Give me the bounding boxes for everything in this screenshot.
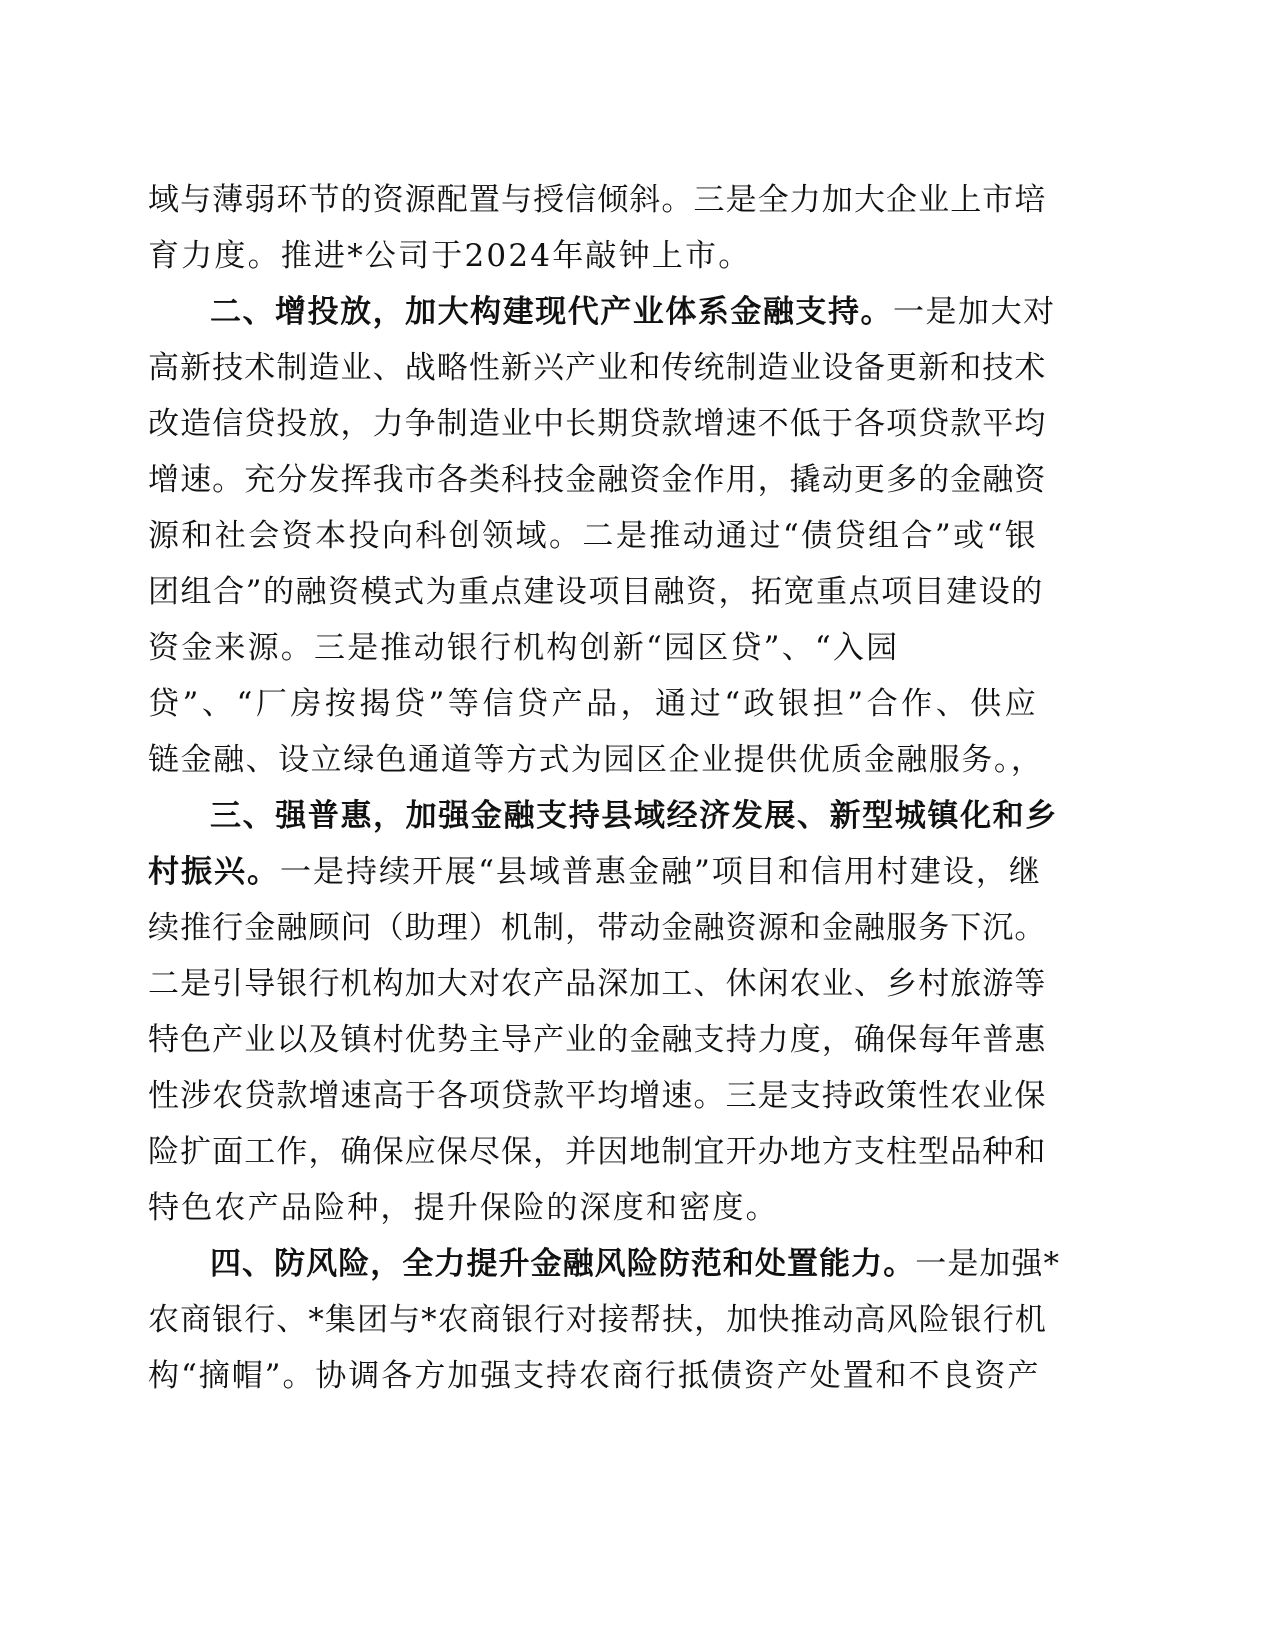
- line-text: 一是持续开展“县域普惠金融”项目和信用村建设，继: [280, 854, 1042, 890]
- line-text: 一是加大对: [893, 294, 1056, 330]
- body-line: [148, 1132, 1047, 1172]
- line-text: 特色产业以及镇村优势主导产业的金融支持力度，确保每年普惠: [148, 1022, 1047, 1058]
- line-text: 农商银行、*集团与*农商银行对接帮扶，加快推动高风险银行机: [148, 1302, 1047, 1338]
- line-text: 团组合”的融资模式为重点建设项目融资，拓宽重点项目建设的: [148, 574, 1044, 610]
- body-line: [148, 516, 1038, 556]
- body-line: [148, 180, 1047, 220]
- section-heading-line: [210, 1244, 1061, 1284]
- line-text: 贷”、“厂房按揭贷”等信贷产品，通过“政银担”合作、供应: [148, 686, 1038, 722]
- line-text: 构“摘帽”。协调各方加强支持农商行抵债资产处置和不良资产: [148, 1358, 1041, 1394]
- section-heading: 村振兴。: [148, 854, 281, 890]
- body-line: [148, 572, 1044, 612]
- body-line: [148, 236, 1038, 276]
- section-heading-line: [148, 852, 1042, 892]
- line-text: 资金来源。三是推动银行机构创新“园区贷”、“入园: [148, 630, 900, 666]
- section-heading-line: [210, 292, 1056, 332]
- section-heading: 二、增投放，加大构建现代产业体系金融支持。: [210, 294, 893, 330]
- line-text: 一是加强*: [915, 1246, 1061, 1282]
- body-line: [148, 1076, 1047, 1116]
- line-text: 性涉农贷款增速高于各项贷款平均增速。三是支持政策性农业保: [148, 1078, 1047, 1114]
- line-text: 特色农产品险种，提升保险的深度和密度。: [148, 1190, 779, 1226]
- section-heading-line: [210, 796, 1058, 836]
- body-line: [148, 908, 1047, 948]
- line-text: 改造信贷投放，力争制造业中长期贷款增速不低于各项贷款平均: [148, 406, 1047, 442]
- body-line: [148, 628, 1038, 668]
- line-text: 源和社会资本投向科创领域。二是推动通过“债贷组合”或“银: [148, 518, 1038, 554]
- body-line: [148, 1188, 1038, 1228]
- body-line: [148, 964, 1047, 1004]
- body-line: [148, 1020, 1047, 1060]
- line-text: 增速。充分发挥我市各类科技金融资金作用，撬动更多的金融资: [148, 462, 1047, 498]
- section-heading: 四、防风险，全力提升金融风险防范和处置能力。: [210, 1246, 916, 1282]
- line-text: 育力度。推进*公司于2024年敲钟上市。: [148, 238, 752, 274]
- body-line: [148, 740, 1044, 780]
- body-line: [148, 348, 1047, 388]
- line-text: 高新技术制造业、战略性新兴产业和传统制造业设备更新和技术: [148, 350, 1047, 386]
- body-line: [148, 460, 1047, 500]
- line-text: 险扩面工作，确保应保尽保，并因地制宜开办地方支柱型品种和: [148, 1134, 1047, 1170]
- line-text: 二是引导银行机构加大对农产品深加工、休闲农业、乡村旅游等: [148, 966, 1047, 1002]
- body-line: [148, 684, 1038, 724]
- body-line: [148, 1300, 1047, 1340]
- line-text: 域与薄弱环节的资源配置与授信倾斜。三是全力加大企业上市培: [148, 182, 1047, 218]
- line-text: 续推行金融顾问（助理）机制，带动金融资源和金融服务下沉。: [148, 910, 1047, 946]
- body-line: [148, 1356, 1041, 1396]
- body-line: [148, 404, 1047, 444]
- section-heading: 三、强普惠，加强金融支持县域经济发展、新型城镇化和乡: [210, 798, 1058, 834]
- line-text: 链金融、设立绿色通道等方式为园区企业提供优质金融服务。，: [148, 742, 1044, 778]
